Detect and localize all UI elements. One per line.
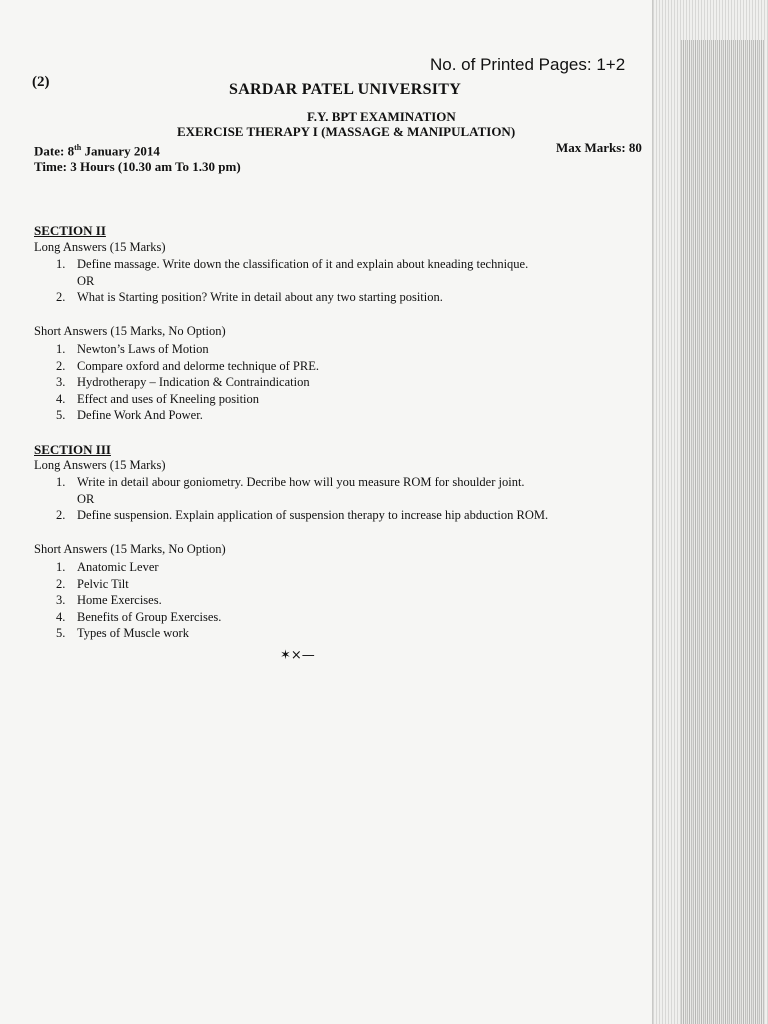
subject-title: EXERCISE THERAPY I (MASSAGE & MANIPULATION) xyxy=(177,124,516,139)
max-marks: Max Marks: 80 xyxy=(556,140,642,155)
question-item: 5. Define Work And Power. xyxy=(56,408,203,423)
section-heading: SECTION III xyxy=(34,442,111,457)
section-heading: SECTION II xyxy=(34,223,106,238)
page-edge-shadow xyxy=(681,40,765,1024)
or-separator: OR xyxy=(77,273,95,288)
exam-time: Time: 3 Hours (10.30 am To 1.30 pm) xyxy=(34,159,241,174)
or-separator: OR xyxy=(77,491,95,506)
long-answers-label: Long Answers (15 Marks) xyxy=(34,458,166,472)
short-answers-label: Short Answers (15 Marks, No Option) xyxy=(34,324,226,338)
question-item: 2. Compare oxford and delorme technique of PRE. xyxy=(56,358,319,373)
question-item: 2. What is Starting position? Write in detail about any two starting position. xyxy=(56,290,443,305)
question-item: 1. Newton’s Laws of Motion xyxy=(56,342,209,356)
page-mark: (2) xyxy=(32,74,50,90)
short-answer-list xyxy=(56,341,319,424)
short-answers-label: Short Answers (15 Marks, No Option) xyxy=(34,542,226,556)
long-answers-label: Long Answers (15 Marks) xyxy=(34,240,166,254)
long-answer-list xyxy=(56,256,528,306)
exam-date: Date: 8th January 2014 xyxy=(34,143,160,159)
exam-title: F.Y. BPT EXAMINATION xyxy=(307,109,456,124)
short-answer-list xyxy=(56,559,221,642)
question-item: 4. Effect and uses of Kneeling position xyxy=(56,391,260,406)
long-answer-list xyxy=(56,474,548,524)
question-item: 1. Write in detail abour goniometry. Decribe how will you measure ROM for shoulder joint. xyxy=(56,475,525,489)
printed-pages-note: No. of Printed Pages: 1+2 xyxy=(430,55,626,74)
question-item: 1. Anatomic Lever xyxy=(56,560,159,574)
scanned-page-edge xyxy=(652,0,768,1024)
question-item: 5. Types of Muscle work xyxy=(56,626,189,641)
university-title: SARDAR PATEL UNIVERSITY xyxy=(229,81,462,98)
question-item: 2. Pelvic Tilt xyxy=(56,576,129,591)
question-item: 4. Benefits of Group Exercises. xyxy=(56,609,222,624)
question-item: 3. Hydrotherapy – Indication & Contraindication xyxy=(56,375,310,390)
question-item: 1. Define massage. Write down the classification of it and explain about kneading technique. xyxy=(56,257,529,271)
end-of-paper-mark: ✶×— xyxy=(280,648,315,663)
question-item: 2. Define suspension. Explain application of suspension therapy to increase hip abduction ROM. xyxy=(56,508,549,523)
question-item: 3. Home Exercises. xyxy=(56,593,162,608)
